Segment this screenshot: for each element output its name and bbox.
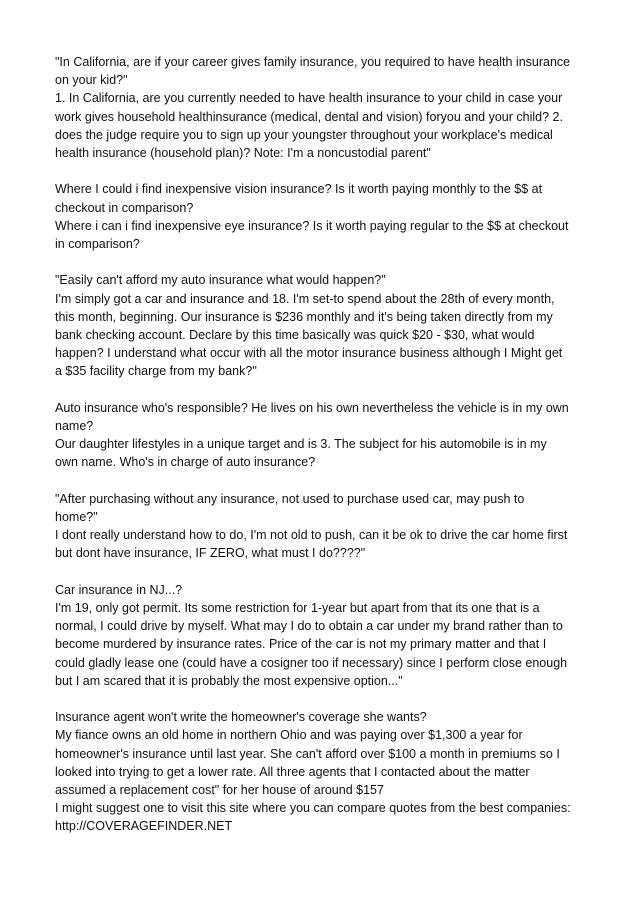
text-line: 1. In California, are you currently needed to have health insurance to your child in case your — [55, 91, 563, 106]
text-line: homeowner's insurance until last year. She can't afford over $100 a month in premiums so I — [55, 746, 560, 761]
text-line: home?" — [55, 510, 98, 525]
text-line: I'm simply got a car and insurance and 18. I'm set-to spend about the 28th of every month, — [55, 291, 555, 306]
text-line: become murdered by insurance rates. Price of the car is not my primary matter and that I — [55, 637, 547, 652]
text-line: bank checking account. Declare by this time basically was quick $20 - $30, what would — [55, 328, 535, 343]
text-line: I dont really understand how to do, I'm not old to push, can it be ok to drive the car home first — [55, 528, 568, 543]
coverage-link-text: http://COVERAGEFINDER.NET — [55, 819, 233, 834]
text-line: "After purchasing without any insurance, not used to purchase used car, may push to — [55, 491, 525, 506]
paragraph-afford-auto-insurance — [55, 271, 595, 380]
text-line: own name. Who's in charge of auto insurance? — [55, 455, 316, 470]
text-line: but I am scared that it is probably the most expensive option..." — [55, 673, 403, 688]
paragraph-who-is-responsible — [55, 399, 595, 472]
text-line: looked into trying to get a lower rate. All three agents that I contacted about the matter — [55, 764, 530, 779]
paragraph-child-health-insurance — [55, 53, 595, 162]
text-line: but dont have insurance, IF ZERO, what must I do????" — [55, 546, 366, 561]
paragraph-vision-insurance — [55, 180, 595, 253]
text-line: Insurance agent won't write the homeowner's coverage she wants? — [55, 710, 427, 725]
text-line: checkout in comparison? — [55, 200, 194, 215]
document-body — [55, 53, 595, 854]
text-line: My fiance owns an old home in northern Ohio and was paying over $1,300 a year for — [55, 728, 523, 743]
text-line: Our daughter lifestyles in a unique target and is 3. The subject for his automobile is in my — [55, 437, 547, 452]
text-line: I'm 19, only got permit. Its some restriction for 1-year but apart from that its one that is a — [55, 601, 540, 616]
text-line: "In California, are if your career gives family insurance, you required to have health insurance — [55, 55, 571, 69]
text-line: happen? I understand what occur with all the motor insurance business although I Might get — [55, 346, 563, 361]
text-line: on your kid?" — [55, 73, 128, 88]
text-line: "Easily can't afford my auto insurance what would happen?" — [55, 273, 386, 288]
text-line: work gives household healthinsurance (medical, dental and vision) foryou and your child? 2. — [55, 109, 563, 124]
paragraph-homeowner-coverage — [55, 708, 595, 835]
text-line: normal, I could drive by myself. What may I do to obtain a car under my brand rather than to — [55, 619, 563, 634]
text-line: name? — [55, 419, 94, 434]
text-line: Car insurance in NJ...? — [55, 582, 183, 597]
text-line: could gladly lease one (could have a cosigner too if necessary) since I perform close enough — [55, 655, 568, 670]
text-line: health insurance (household plan)? Note: I'm a noncustodial parent" — [55, 146, 431, 161]
text-line: a $35 facility charge from my bank?" — [55, 364, 257, 379]
paragraph-used-car-no-insurance — [55, 490, 595, 563]
paragraph-car-insurance-nj — [55, 581, 595, 690]
text-line: assumed a replacement cost" for her house of around $157 — [55, 783, 384, 798]
text-line: Auto insurance who's responsible? He lives on his own nevertheless the vehicle is in my own — [55, 400, 569, 415]
text-line: this month, beginning. Our insurance is $236 monthly and it's being taken directly from my — [55, 309, 553, 324]
text-line: in comparison? — [55, 237, 140, 252]
text-line: Where I could i find inexpensive vision insurance? Is it worth paying monthly to the $$ at — [55, 182, 543, 197]
text-line: does the judge require you to sign up your youngster throughout your workplace's medical — [55, 127, 553, 142]
text-line: I might suggest one to visit this site where you can compare quotes from the best companies: — [55, 801, 571, 816]
text-line: Where i can i find inexpensive eye insurance? Is it worth paying regular to the $$ at checkout — [55, 218, 569, 233]
